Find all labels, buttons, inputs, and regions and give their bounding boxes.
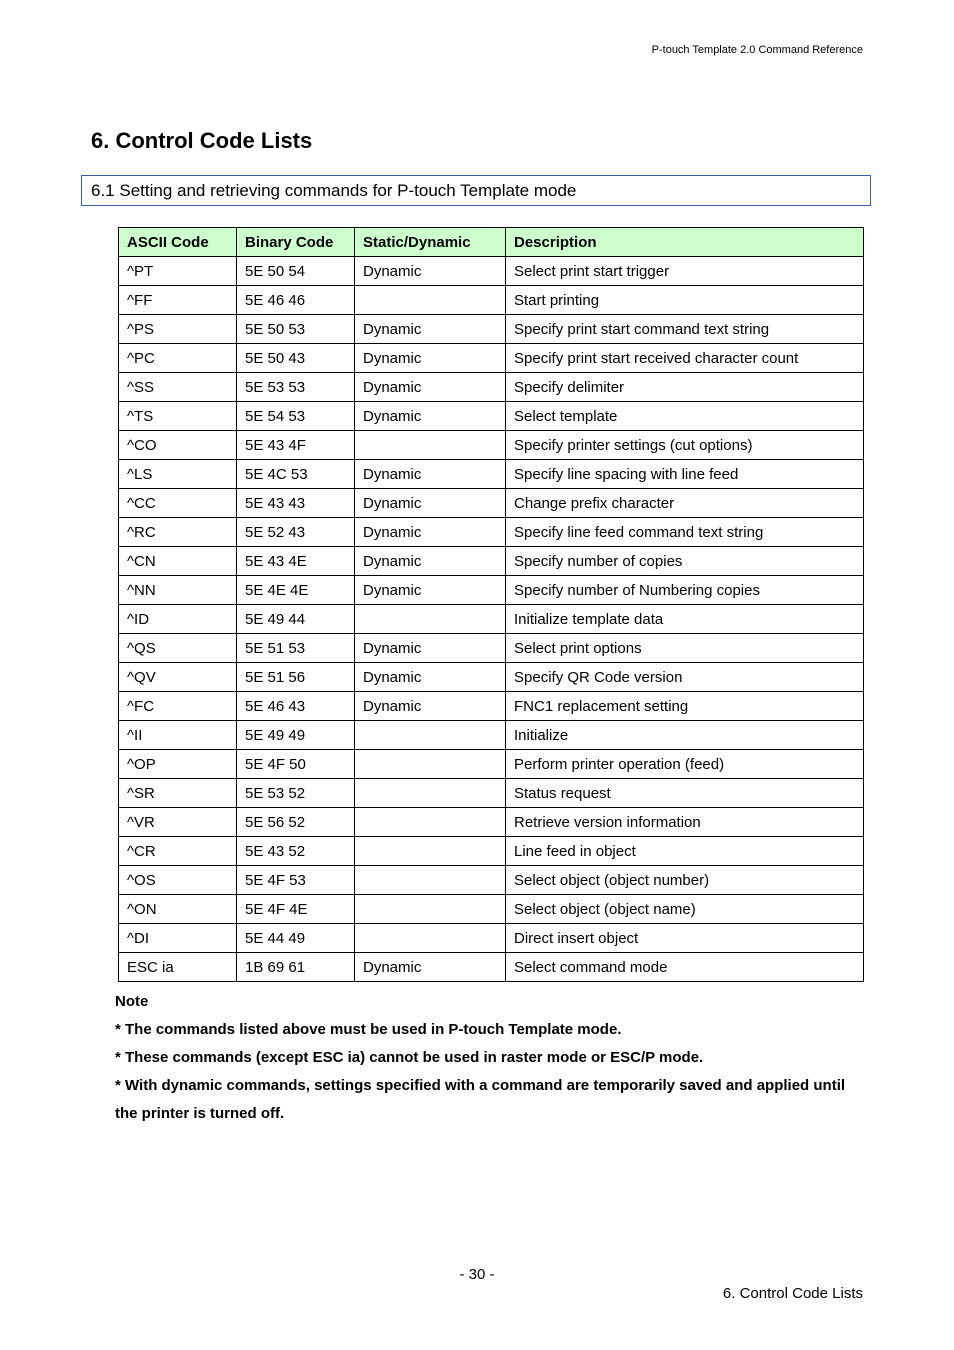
static-dynamic-cell: [355, 721, 506, 750]
section-title-box: 6.1 Setting and retrieving commands for P-touch Template mode: [81, 175, 871, 206]
description-cell: Select object (object name): [506, 895, 864, 924]
description-cell: Specify print start command text string: [506, 315, 864, 344]
column-header-binary-code: Binary Code: [237, 228, 355, 257]
table-row: [119, 605, 864, 634]
table-row: [119, 663, 864, 692]
binary-code-cell: 5E 53 53: [237, 373, 355, 402]
table-row: [119, 692, 864, 721]
description-cell: Direct insert object: [506, 924, 864, 953]
description-cell: Specify line feed command text string: [506, 518, 864, 547]
ascii-code-cell: ^PT: [119, 257, 237, 286]
static-dynamic-cell: [355, 605, 506, 634]
table-body: [119, 257, 864, 982]
binary-code-cell: 5E 52 43: [237, 518, 355, 547]
binary-code-cell: 5E 50 43: [237, 344, 355, 373]
column-header-description: Description: [506, 228, 864, 257]
ascii-code-cell: ^PC: [119, 344, 237, 373]
binary-code-cell: 5E 49 44: [237, 605, 355, 634]
description-cell: Specify number of copies: [506, 547, 864, 576]
running-footer: 6. Control Code Lists: [722, 1285, 863, 1302]
note-item: * The commands listed above must be used in P-touch Template mode.: [115, 1021, 622, 1038]
static-dynamic-cell: Dynamic: [355, 460, 506, 489]
description-cell: Select command mode: [506, 953, 864, 982]
table-row: [119, 895, 864, 924]
note-item: * With dynamic commands, settings specified with a command are temporarily saved and applied until the printer is turned off.: [115, 1077, 846, 1122]
description-cell: Retrieve version information: [506, 808, 864, 837]
ascii-code-cell: ^FF: [119, 286, 237, 315]
description-cell: FNC1 replacement setting: [506, 692, 864, 721]
ascii-code-cell: ^CN: [119, 547, 237, 576]
binary-code-cell: 5E 43 4F: [237, 431, 355, 460]
static-dynamic-cell: Dynamic: [355, 663, 506, 692]
note-item: * These commands (except ESC ia) cannot be used in raster mode or ESC/P mode.: [115, 1049, 704, 1066]
static-dynamic-cell: Dynamic: [355, 344, 506, 373]
table-row: [119, 634, 864, 663]
binary-code-cell: 5E 4E 4E: [237, 576, 355, 605]
table-row: [119, 373, 864, 402]
description-cell: Initialize: [506, 721, 864, 750]
column-header-static-dynamic: Static/Dynamic: [355, 228, 506, 257]
binary-code-cell: 5E 54 53: [237, 402, 355, 431]
table-row: [119, 431, 864, 460]
table-row: [119, 344, 864, 373]
binary-code-cell: 5E 43 43: [237, 489, 355, 518]
ascii-code-cell: ^LS: [119, 460, 237, 489]
description-cell: Initialize template data: [506, 605, 864, 634]
table-row: [119, 750, 864, 779]
binary-code-cell: 5E 51 53: [237, 634, 355, 663]
ascii-code-cell: ^TS: [119, 402, 237, 431]
static-dynamic-cell: Dynamic: [355, 402, 506, 431]
binary-code-cell: 5E 51 56: [237, 663, 355, 692]
description-cell: Select object (object number): [506, 866, 864, 895]
description-cell: Perform printer operation (feed): [506, 750, 864, 779]
ascii-code-cell: ^FC: [119, 692, 237, 721]
ascii-code-cell: ^CR: [119, 837, 237, 866]
static-dynamic-cell: [355, 779, 506, 808]
ascii-code-cell: ^CC: [119, 489, 237, 518]
description-cell: Select print options: [506, 634, 864, 663]
table-row: [119, 576, 864, 605]
static-dynamic-cell: Dynamic: [355, 692, 506, 721]
table-row: [119, 460, 864, 489]
table-row: [119, 518, 864, 547]
page-number: - 30 -: [459, 1266, 495, 1283]
table-row: [119, 953, 864, 982]
binary-code-cell: 5E 4F 50: [237, 750, 355, 779]
binary-code-cell: 5E 50 53: [237, 315, 355, 344]
ascii-code-cell: ^QS: [119, 634, 237, 663]
table-row: [119, 808, 864, 837]
static-dynamic-cell: [355, 866, 506, 895]
table-row: [119, 315, 864, 344]
ascii-code-cell: ^OP: [119, 750, 237, 779]
table-header-row: [119, 228, 864, 257]
ascii-code-cell: ^VR: [119, 808, 237, 837]
description-cell: Specify line spacing with line feed: [506, 460, 864, 489]
description-cell: Specify delimiter: [506, 373, 864, 402]
ascii-code-cell: ^PS: [119, 315, 237, 344]
ascii-code-cell: ^SR: [119, 779, 237, 808]
static-dynamic-cell: Dynamic: [355, 547, 506, 576]
ascii-code-cell: ^QV: [119, 663, 237, 692]
table-row: [119, 489, 864, 518]
chapter-title: 6. Control Code Lists: [91, 128, 313, 153]
static-dynamic-cell: Dynamic: [355, 257, 506, 286]
static-dynamic-cell: Dynamic: [355, 634, 506, 663]
notes-section: [115, 988, 865, 1128]
control-code-table: [118, 227, 864, 982]
ascii-code-cell: ^II: [119, 721, 237, 750]
binary-code-cell: 5E 4F 53: [237, 866, 355, 895]
ascii-code-cell: ^CO: [119, 431, 237, 460]
static-dynamic-cell: Dynamic: [355, 576, 506, 605]
static-dynamic-cell: [355, 286, 506, 315]
binary-code-cell: 1B 69 61: [237, 953, 355, 982]
description-cell: Change prefix character: [506, 489, 864, 518]
table-row: [119, 837, 864, 866]
table-row: [119, 924, 864, 953]
binary-code-cell: 5E 56 52: [237, 808, 355, 837]
description-cell: Start printing: [506, 286, 864, 315]
ascii-code-cell: ^SS: [119, 373, 237, 402]
ascii-code-cell: ESC ia: [119, 953, 237, 982]
table-row: [119, 402, 864, 431]
binary-code-cell: 5E 53 52: [237, 779, 355, 808]
static-dynamic-cell: [355, 895, 506, 924]
table-row: [119, 866, 864, 895]
static-dynamic-cell: Dynamic: [355, 953, 506, 982]
description-cell: Select print start trigger: [506, 257, 864, 286]
description-cell: Specify printer settings (cut options): [506, 431, 864, 460]
binary-code-cell: 5E 4F 4E: [237, 895, 355, 924]
description-cell: Select template: [506, 402, 864, 431]
binary-code-cell: 5E 46 46: [237, 286, 355, 315]
static-dynamic-cell: [355, 431, 506, 460]
static-dynamic-cell: Dynamic: [355, 315, 506, 344]
table-row: [119, 286, 864, 315]
static-dynamic-cell: [355, 808, 506, 837]
description-cell: Specify number of Numbering copies: [506, 576, 864, 605]
table-row: [119, 721, 864, 750]
binary-code-cell: 5E 50 54: [237, 257, 355, 286]
table-row: [119, 779, 864, 808]
running-header: P-touch Template 2.0 Command Reference: [651, 44, 863, 56]
binary-code-cell: 5E 44 49: [237, 924, 355, 953]
ascii-code-cell: ^RC: [119, 518, 237, 547]
description-cell: Line feed in object: [506, 837, 864, 866]
binary-code-cell: 5E 49 49: [237, 721, 355, 750]
description-cell: Specify QR Code version: [506, 663, 864, 692]
table-row: [119, 257, 864, 286]
ascii-code-cell: ^OS: [119, 866, 237, 895]
ascii-code-cell: ^DI: [119, 924, 237, 953]
static-dynamic-cell: Dynamic: [355, 489, 506, 518]
description-cell: Specify print start received character count: [506, 344, 864, 373]
static-dynamic-cell: [355, 924, 506, 953]
table-row: [119, 547, 864, 576]
description-cell: Status request: [506, 779, 864, 808]
column-header-ascii-code: ASCII Code: [119, 228, 237, 257]
static-dynamic-cell: Dynamic: [355, 518, 506, 547]
static-dynamic-cell: [355, 750, 506, 779]
binary-code-cell: 5E 43 52: [237, 837, 355, 866]
static-dynamic-cell: [355, 837, 506, 866]
binary-code-cell: 5E 4C 53: [237, 460, 355, 489]
static-dynamic-cell: Dynamic: [355, 373, 506, 402]
binary-code-cell: 5E 46 43: [237, 692, 355, 721]
binary-code-cell: 5E 43 4E: [237, 547, 355, 576]
ascii-code-cell: ^ID: [119, 605, 237, 634]
ascii-code-cell: ^NN: [119, 576, 237, 605]
notes-heading: Note: [115, 993, 149, 1010]
ascii-code-cell: ^ON: [119, 895, 237, 924]
